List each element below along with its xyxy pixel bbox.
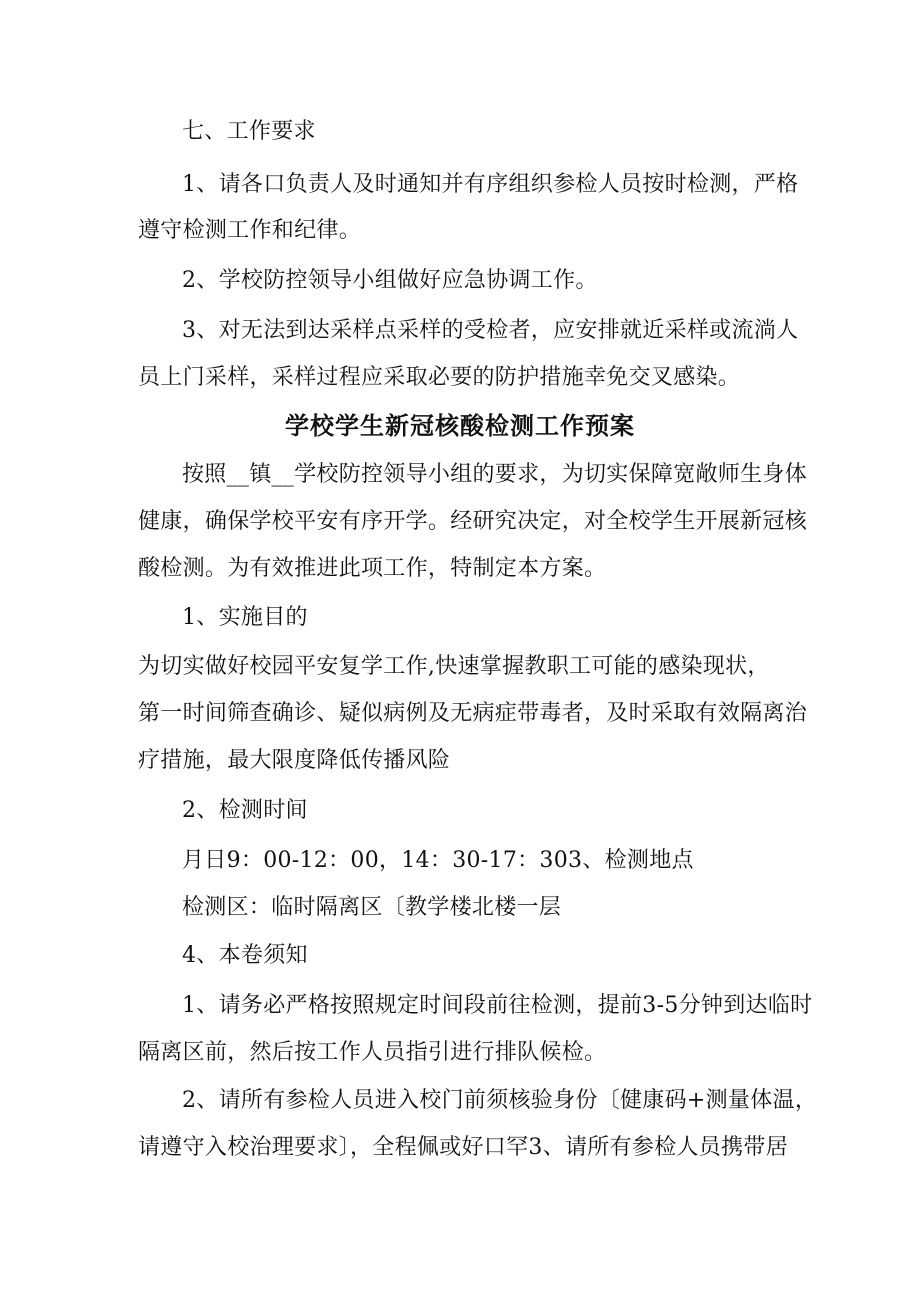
paragraph-line: 3、对无法到达采样点采样的受检者，应安排就近采样或流淌人 — [182, 318, 799, 343]
paragraph-line: 2、请所有参检人员进入校门前须核验身份〔健康码+测量体温， — [182, 1088, 818, 1113]
paragraph-line: 为切实做好校园平安复学工作,快速掌握教职工可能的感染现状， — [138, 654, 770, 679]
paragraph-line: 1、请务必严格按照规定时间段前往检测，提前3-5分钟到达临时 — [182, 993, 813, 1018]
paragraph-line: 2、学校防控领导小组做好应急协调工作。 — [182, 268, 598, 293]
paragraph-line: 1、请各口负责人及时通知并有序组织参检人员按时检测，严格 — [182, 172, 799, 197]
section-heading-purpose: 1、实施目的 — [182, 605, 308, 630]
paragraph-line: 遵守检测工作和纪律。 — [138, 218, 362, 243]
section-heading-notes: 4、本卷须知 — [182, 943, 308, 968]
paragraph-line: 员上门采样，采样过程应采取必要的防护措施幸免交叉感染。 — [138, 365, 741, 390]
paragraph-line: 请遵守入校治理要求〕，全程佩或好口罕3、请所有参检人员携带居 — [138, 1135, 788, 1160]
paragraph-line: 健康，确保学校平安有序开学。经研究决定，对全校学生开展新冠核 — [138, 509, 808, 534]
section-heading-work-requirements: 七、工作要求 — [182, 119, 316, 144]
paragraph-line: 按照__镇__学校防控领导小组的要求，为切实保障宽敞师生身体 — [182, 462, 808, 487]
document-title: 学校学生新冠核酸检测工作预案 — [285, 412, 635, 440]
paragraph-line: 检测区：临时隔离区〔教学楼北楼一层 — [182, 895, 562, 920]
paragraph-line: 隔离区前，然后按工作人员指引进行排队候检。 — [138, 1040, 607, 1065]
section-heading-test-time: 2、检测时间 — [182, 798, 308, 823]
paragraph-line: 疗措施，最大限度降低传播风险 — [138, 748, 451, 773]
paragraph-line: 酸检测。为有效推进此项工作，特制定本方案。 — [138, 556, 607, 581]
paragraph-line: 第一时间筛查确诊、疑似病例及无病症带毒者，及时采取有效隔离治 — [138, 701, 808, 726]
paragraph-line: 月日9：00-12：00，14：30-17：303、检测地点 — [182, 848, 694, 873]
